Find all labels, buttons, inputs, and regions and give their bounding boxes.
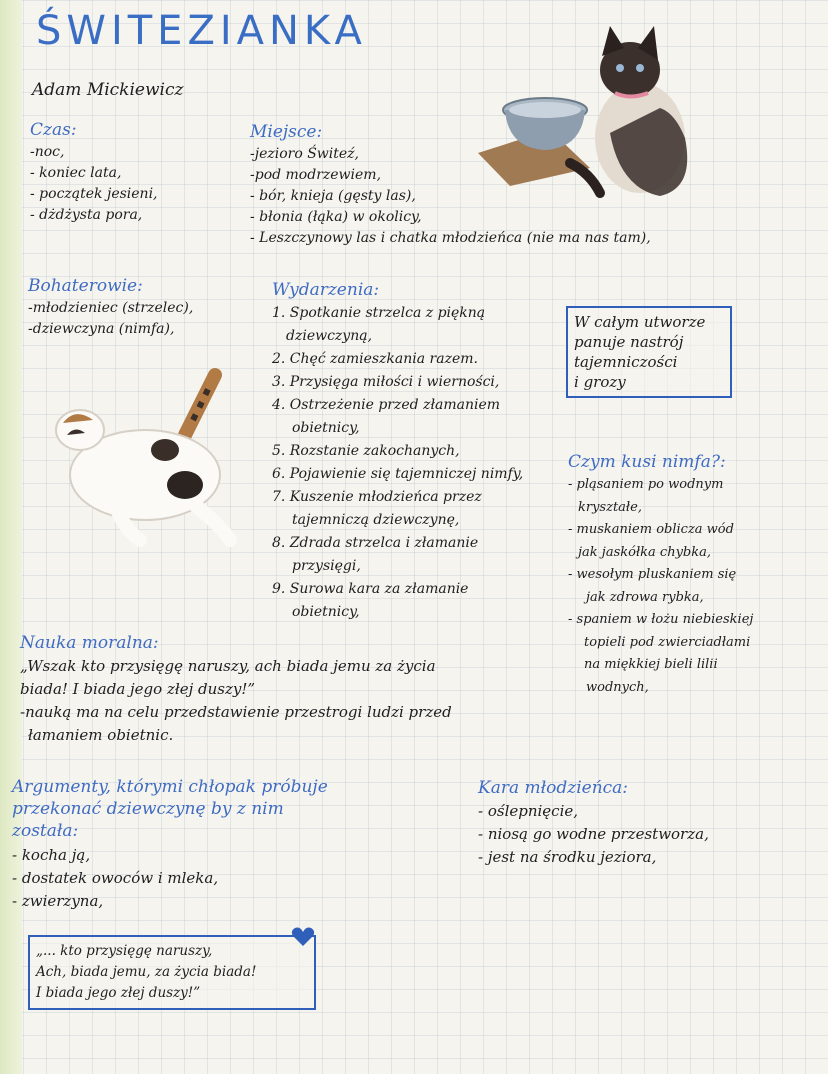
list-item: obietnicy, [292, 420, 360, 436]
list-item: - kocha ją, [12, 846, 91, 864]
page-title: ŚWITEZIANKA [36, 8, 367, 54]
list-item: - początek jesieni, [30, 186, 158, 202]
list-item: 2. Chęć zamieszkania razem. [272, 351, 478, 367]
list-item: topieli pod zwierciadłami [584, 634, 751, 650]
list-item: 9. Surowa kara za złamanie [272, 581, 469, 597]
list-item: na miękkiej bieli lilii [584, 657, 718, 672]
list-item: kryształe, [578, 499, 642, 515]
list-item: - dostatek owoców i mleka, [12, 869, 219, 887]
list-item: tajemniczą dziewczynę, [292, 512, 460, 528]
list-item: - koniec lata, [30, 165, 122, 181]
quote-line: I biada jego złej duszy!” [36, 985, 201, 1001]
section-bohaterowie [28, 276, 258, 340]
list-item: 7. Kuszenie młodzieńca przez [272, 489, 482, 505]
list-item: -jezioro Świteź, [250, 146, 359, 162]
czas-list [30, 142, 240, 226]
quote-box [28, 935, 316, 1010]
list-item: - błonia (łąka) w okolicy, [250, 209, 422, 225]
list-item: -młodzieniec (strzelec), [28, 300, 194, 316]
author-name: Adam Mickiewicz [32, 80, 184, 100]
list-item: dziewczyną, [286, 328, 373, 344]
heart-doodle-icon [290, 926, 316, 948]
kusi-heading: Czym kusi nimfa?: [568, 452, 726, 472]
list-item: 6. Pojawienie się tajemniczej nimfy, [272, 466, 524, 482]
list-item: - muskaniem oblicza wód [568, 522, 734, 537]
list-item: -dziewczyna (nimfa), [28, 321, 175, 337]
section-czas [30, 120, 240, 226]
list-item: 3. Przysięga miłości i wierności, [272, 374, 500, 390]
section-kusi [568, 452, 818, 699]
list-item: - jest na środku jeziora, [478, 848, 657, 866]
mood-note-box [566, 306, 732, 398]
list-item: -pod modrzewiem, [250, 167, 382, 183]
kara-heading: Kara młodzieńca: [478, 778, 629, 798]
text-line: „Wszak kto przysięgę naruszy, ach biada jemu za życia [20, 657, 436, 675]
list-item: - spaniem w łożu niebieskiej [568, 612, 754, 627]
cat-with-bowl-sticker [470, 18, 700, 208]
heading-line: przekonać dziewczynę by z nim [12, 799, 284, 819]
section-argumenty [12, 776, 432, 913]
box-line: i grozy [574, 373, 626, 391]
list-item: wodnych, [586, 679, 649, 695]
quote-line: „... kto przysięgę naruszy, [36, 943, 213, 959]
list-item: 5. Rozstanie zakochanych, [272, 443, 460, 459]
bohaterowie-list [28, 298, 258, 340]
section-kara [478, 778, 808, 869]
argumenty-list [12, 844, 432, 913]
text-line: łamaniem obietnic. [28, 726, 174, 744]
list-item: - dżdżysta pora, [30, 207, 143, 223]
miejsce-heading: Miejsce: [250, 122, 323, 142]
box-line: W całym utworze [574, 313, 706, 331]
nauka-heading: Nauka moralna: [20, 633, 159, 653]
argumenty-heading [12, 776, 432, 842]
kara-list [478, 800, 808, 869]
list-item: -noc, [30, 144, 65, 160]
box-line: tajemniczości [574, 353, 678, 371]
list-item: jak jaskółka chybka, [578, 544, 712, 560]
text-line: biada! I biada jego złej duszy!” [20, 680, 256, 698]
list-item: przysięgi, [292, 558, 361, 574]
list-item: - niosą go wodne przestworza, [478, 825, 709, 843]
list-item: - pląsaniem po wodnym [568, 477, 724, 492]
heading-line: Argumenty, którymi chłopak próbuje [12, 777, 328, 797]
quote-line: Ach, biada jemu, za życia biada! [36, 964, 257, 980]
list-item: obietnicy, [292, 604, 360, 620]
text-line: -nauką ma na celu przedstawienie przestrogi ludzi przed [20, 703, 452, 721]
list-item: - oślepnięcie, [478, 802, 579, 820]
list-item: - wesołym pluskaniem się [568, 567, 737, 582]
list-item: - Leszczynowy las i chatka młodzieńca (nie ma nas tam), [250, 230, 651, 246]
list-item: 1. Spotkanie strzelca z piękną [272, 305, 486, 321]
lying-cat-sticker [45, 365, 245, 555]
czas-heading: Czas: [30, 120, 77, 140]
heading-line: została: [12, 821, 79, 841]
wydarzenia-heading: Wydarzenia: [272, 280, 380, 300]
section-nauka [20, 633, 560, 747]
nauka-text [20, 655, 560, 747]
wydarzenia-list [272, 302, 562, 624]
list-item: 4. Ostrzeżenie przed złamaniem [272, 397, 501, 413]
list-item: - bór, knieja (gęsty las), [250, 188, 416, 204]
list-item: 8. Zdrada strzelca i złamanie [272, 535, 479, 551]
bohaterowie-heading: Bohaterowie: [28, 276, 143, 296]
list-item: - zwierzyna, [12, 892, 104, 910]
section-wydarzenia [272, 280, 562, 624]
box-line: panuje nastrój [574, 333, 684, 351]
list-item: jak zdrowa rybka, [586, 589, 704, 605]
kusi-list [568, 474, 818, 699]
